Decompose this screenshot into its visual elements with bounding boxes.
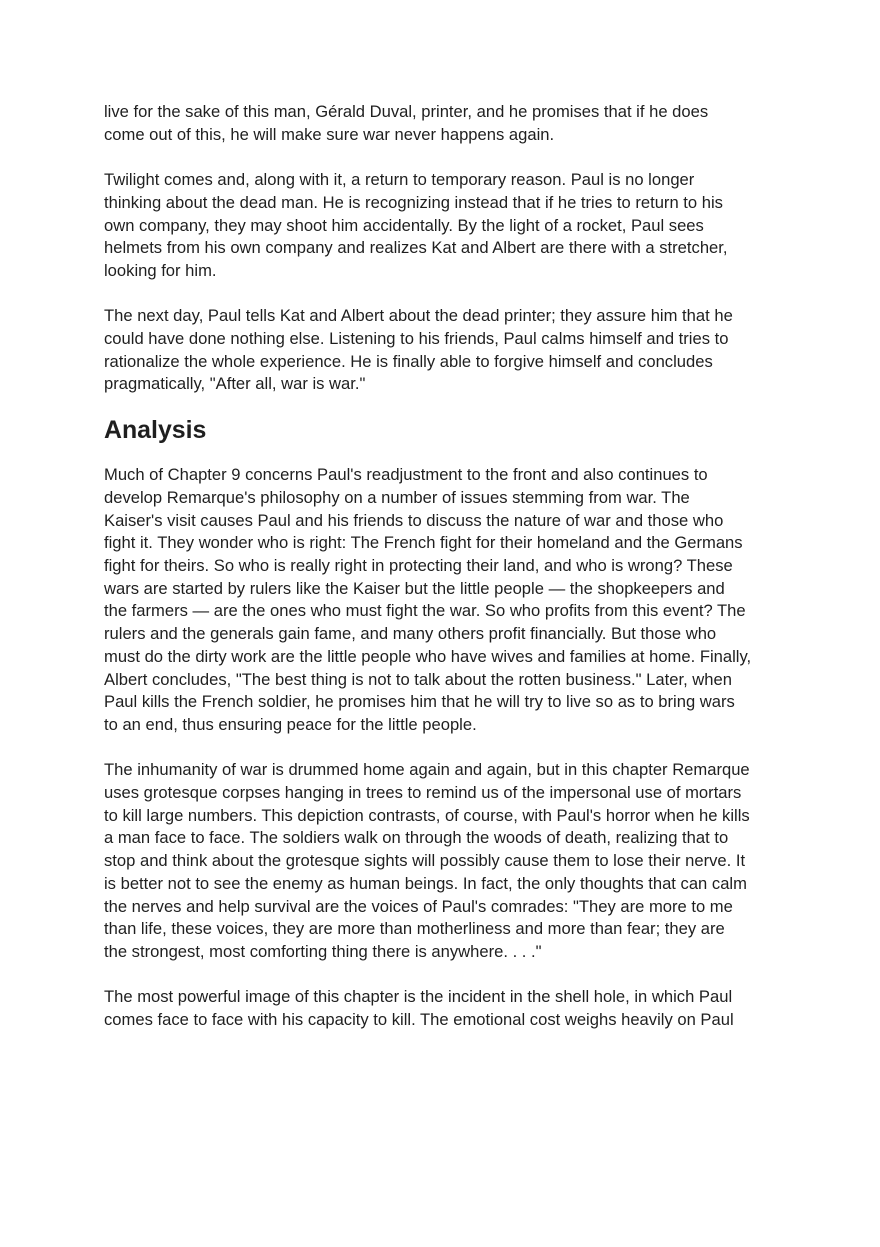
text-line: the strongest, most comforting thing there is anywhere. . . ." (104, 941, 542, 961)
text-line: Much of Chapter 9 concerns Paul's readjustment to the front and also continues to (104, 465, 708, 485)
text-line: The inhumanity of war is drummed home again and again, but in this chapter Remarque (104, 760, 750, 780)
text-line: rulers and the generals gain fame, and many others profit financially. But those who (104, 624, 717, 644)
text-line: pragmatically, "After all, war is war." (104, 374, 366, 394)
document-page (104, 101, 784, 1054)
text-line: Kaiser's visit causes Paul and his friends to discuss the nature of war and those who (104, 510, 724, 530)
text-line: the nerves and help survival are the voices of Paul's comrades: "They are more to me (104, 896, 733, 916)
text-line: helmets from his own company and realizes Kat and Albert are there with a stretcher, (104, 238, 728, 258)
text-line: Twilight comes and, along with it, a return to temporary reason. Paul is no longer (104, 170, 695, 190)
text-line: the farmers — are the ones who must fight the war. So who profits from this event? The (104, 601, 746, 621)
text-line: uses grotesque corpses hanging in trees to remind us of the impersonal use of mortars (104, 783, 742, 803)
paragraph-gerald-duval-promise (104, 101, 784, 146)
text-line: to kill large numbers. This depiction contrasts, of course, with Paul's horror when he kills (104, 805, 750, 825)
heading-text: Analysis (104, 415, 207, 444)
text-line: develop Remarque's philosophy on a number of issues stemming from war. The (104, 487, 690, 507)
text-line: wars are started by rulers like the Kaiser but the little people — the shopkeepers and (104, 578, 725, 598)
text-line: comes face to face with his capacity to kill. The emotional cost weighs heavily on Paul (104, 1010, 734, 1030)
text-line: is better not to see the enemy as human beings. In fact, the only thoughts that can calm (104, 873, 747, 893)
section-heading-analysis (104, 415, 784, 444)
text-line: Albert concludes, "The best thing is not to talk about the rotten business." Later, when (104, 669, 732, 689)
text-line: could have done nothing else. Listening to his friends, Paul calms himself and tries to (104, 329, 729, 348)
text-line: The next day, Paul tells Kat and Albert about the dead printer; they assure him that he (104, 306, 733, 326)
text-line: live for the sake of this man, Gérald Duval, printer, and he promises that if he does (104, 102, 709, 121)
text-line: must do the dirty work are the little people who have wives and families at home. Finally, (104, 646, 752, 666)
paragraph-next-day (104, 305, 784, 396)
text-line: to an end, thus ensuring peace for the little people. (104, 714, 477, 734)
text-line: own company, they may shoot him accidentally. By the light of a rocket, Paul sees (104, 215, 704, 235)
text-line: Paul kills the French soldier, he promises him that he will try to live so as to bring wars (104, 692, 735, 712)
text-line: fight it. They wonder who is right: The French fight for their homeland and the Germans (104, 533, 743, 553)
text-line: The most powerful image of this chapter is the incident in the shell hole, in which Paul (104, 987, 733, 1007)
text-line: a man face to face. The soldiers walk on through the woods of death, realizing that to (104, 828, 729, 848)
paragraph-twilight (104, 169, 784, 283)
text-line: looking for him. (104, 260, 217, 280)
paragraph-shell-hole (104, 986, 784, 1031)
paragraph-chapter-9-analysis (104, 464, 784, 736)
text-line: rationalize the whole experience. He is finally able to forgive himself and concludes (104, 351, 713, 371)
text-line: fight for theirs. So who is really right in protecting their land, and who is wrong? These (104, 556, 733, 575)
paragraph-inhumanity-of-war (104, 759, 784, 963)
text-line: stop and think about the grotesque sights will possibly cause them to lose their nerve. It (104, 851, 746, 871)
text-line: come out of this, he will make sure war never happens again. (104, 124, 555, 144)
text-line: than life, these voices, they are more than motherliness and more than fear; they are (104, 919, 725, 939)
text-line: thinking about the dead man. He is recognizing instead that if he tries to return to his (104, 192, 723, 212)
